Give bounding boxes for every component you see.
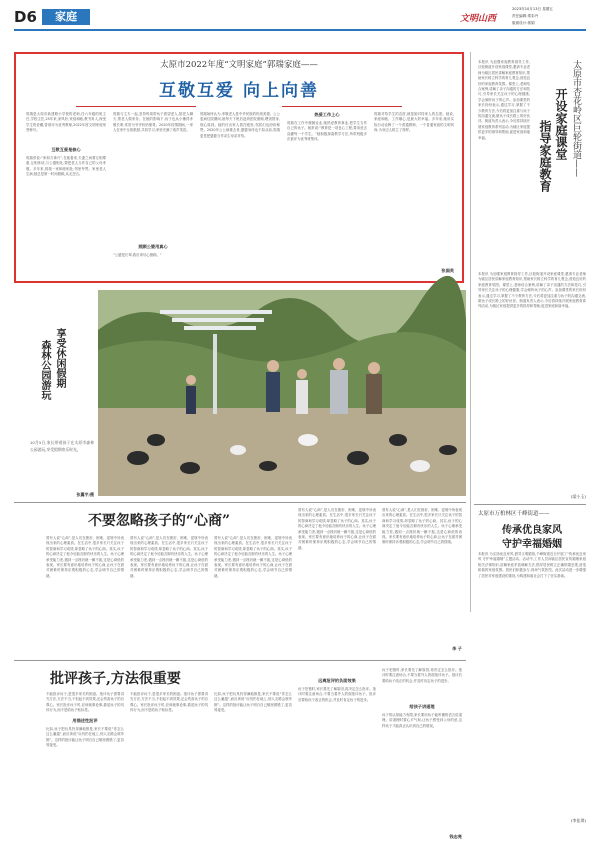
eq-body-col2: 曾有人说“心商”,是人们在挫折、困难、逆境中所表现出来的心理素质。在生活中,很多家长只关注孩子的智商和学习成绩,却忽略了孩子的心商。其实,孩子的心商决定了他今后能否拥有快乐的人生。孩子心理承受能力差,遇到一点挫折就一蹶不振,这是心商低的表现。家长要有意识地培养孩子的心商,让孩子在面对困难时保持乐观积极的心态,学会调节自己的情绪。 [130,536,208,578]
featured-subhead-3: 热爱工作上心 [314,112,340,117]
photo-byline: 张翼宇/摄 [76,492,94,497]
featured-lead: 郭瑞是太原市新建路小学校的老师,任六年级的班主任,学校主任,25年来,家风好,家庭和睦,教书育人,深受学生的爱戴,曾被评为优秀教师,2022年度文明家庭荣誉称号。 [26,112,106,133]
criticism-subhead-2: 远离批评的负面效果 [318,678,356,683]
eq-top-rule [14,502,466,503]
editor-line: 责任编辑:郑彩丹 [512,14,539,18]
featured-body-5: 郭瑞对待学生的态度,就是她对待家人的态度。她说,家庭和睦、工作顺心,是最大的幸福。多年来,她用实际行动诠释了一个普通教师、一个普通家庭的文明风尚,为身边人树立了榜样。 [374,112,454,133]
featured-body-2: 郭瑞与丈夫一起,坚持每周带孩子看望老人,陪老人聊天,帮老人做家务。在她的影响下,孩子也从小懂得孝敬长辈,常常为爷爷奶奶捶背。2020年疫情期间,一家人在家中互相鼓励,共同学习,家里充满了欢声笑语。 [113,112,193,133]
eq-body-col1: 曾有人说“心商”,是人们在挫折、困难、逆境中所表现出来的心理素质。在生活中,很多家长只关注孩子的智商和学习成绩,却忽略了孩子的心商。其实,孩子的心商决定了他今后能否拥有快乐的人生。孩子心理承受能力差,遇到一点挫折就一蹶不振,这是心商低的表现。家长要有意识地培养孩子的心商,让孩子在面对困难时保持乐观积极的心态,学会调节自己的情绪。 [46,536,124,578]
eq-body-col3: 曾有人说“心商”,是人们在挫折、困难、逆境中所表现出来的心理素质。在生活中,很多家长只关注孩子的智商和学习成绩,却忽略了孩子的心商。其实,孩子的心商决定了他今后能否拥有快乐的人生。孩子心理承受能力差,遇到一点挫折就一蹶不振,这是心商低的表现。家长要有意识地培养孩子的心商,让孩子在面对困难时保持乐观积极的心态,学会调节自己的情绪。 [214,536,292,578]
logo: 文明山西 [460,14,497,24]
side-title-a: 开设家庭课堂 [554,88,568,160]
criticism-body-col2: 不能批评孩子,是很多家长的困惑。批评孩子需要讲究方法,方法不当,不但起不到效果,还会伤害孩子的自尊心。家长批评孩子时,应该就事论事,描述孩子的具体行为,而不是给孩子贴标签。 [130,692,208,713]
featured-subhead-1: 互敬互爱是核心 [51,147,81,152]
side-title-b: 指导家庭教育 [538,120,552,192]
featured-kicker: 太原市2022年度“文明家庭”郭瑞家庭—— [160,60,318,70]
headline-rule-left [76,106,196,107]
eq-body-col4: 曾有人说“心商”,是人们在挫折、困难、逆境中所表现出来的心理素质。在生活中,很多家长只关注孩子的智商和学习成绩,却忽略了孩子的心商。其实,孩子的心商决定了他今后能否拥有快乐的人生。孩子心理承受能力差,遇到一点挫折就一蹶不振,这是心商低的表现。家长要有意识地培养孩子的心商,让孩子在面对困难时保持乐观积极的心态,学会调节自己的情绪。 [298,508,376,550]
marriage-body: 本报讯 为弘扬优良家风,倡导文明婚俗,千峰街道近日开展了“传承优良家风 守护幸福婚姻”主题活动。活动中,工作人员向辖区居民宣传婚姻家庭相关法律知识,讲解家庭矛盾调解方法,倡导居民树立正确的婚恋观,营造和谐的家庭氛围。居民们积极参与,现场气氛热烈。此次活动进一步增强了居民对家庭建设的重视,为构建和谐社会打下了坚实基础。 [478,552,586,578]
criticism-subhead-1: 用描述性批评 [72,718,98,723]
criticism-body-3: 孩子犯错时,家长要先了解原因,再决定怎么批评。批评时要注意场合,不要当着外人的面批评孩子。批评后要给孩子改正的机会,并及时肯定孩子的进步。 [298,687,376,702]
featured-body-3: 郭瑞始终认为,孝敬老人是中华民族的传统美德。公公患病住院期间,她每天下班后赶到医院照顾,喂饭擦身,细心周到。她的付出家人看在眼里,邻居们也纷纷称赞。2020年公公病重去世,婆婆身体也不如从前,郭瑞更是把婆婆当作亲生母亲对待。 [200,112,280,138]
featured-article-box [14,52,464,283]
photo-title-b: 森林公园游玩 [39,340,50,400]
criticism-byline: 钱志亮 [449,834,462,839]
column-divider [470,52,471,612]
marriage-top-rule [474,504,586,505]
featured-subhead-2: 照顾公婆用真心 [138,244,168,249]
criticism-subhead-3: 给孩子讲道理 [409,704,435,709]
eq-byline: 李 子 [452,646,462,651]
featured-byline: 张国英 [441,268,454,273]
criticism-body-2: 比如,孩子把玩具扔得满地都是,家长不要说“你怎么这么邋遢”,而应该说“玩具扔在地上,别人走路会被绊倒”。这样的批评能让孩子明白自己哪里做错了,更容易接受。 [46,727,124,748]
criticism-top-rule [14,660,466,661]
featured-headline: 互敬互爱 向上向善 [159,81,319,101]
featured-body-1: 郭瑞常说:“家和万事兴”,在她看来,夫妻之间要互相尊重,互相体谅,与公婆相处,要把老人当作自己的父母孝敬。多年来,郭瑞一家和睦相处,邻里夸赞。家里老人生病,她总是第一时间照顾,从无怨言。 [26,156,106,177]
park-photo [98,290,466,496]
marriage-headline-b: 守护幸福婚姻 [502,539,562,550]
side-dateline: 太原市杏花岭区巨轮街道—— [571,60,581,177]
date-line: 2023年10月13日 星期五 [512,7,553,11]
criticism-body-col3: 比如,孩子把玩具扔得满地都是,家长不要说“你怎么这么邋遢”,而应该说“玩具扔在地上,别人走路会被绊倒”。这样的批评能让孩子明白自己哪里做错了,更容易接受。 [214,692,292,713]
criticism-headline: 批评孩子,方法很重要 [50,671,181,687]
photo-title-a: 享受休闲假期 [54,328,65,388]
featured-quote-2: “公婆是长辈,我应该尽心照顾。” [113,253,162,257]
designer-line: 版面设计:郭娟 [512,21,535,25]
eq-headline: 不要忽略孩子的“心商” [87,513,231,529]
side-body: 本报讯 为加强家庭教育指导工作,巨轮街道开设家庭课堂,邀请专业老师为辖区居民讲解家庭教育知识,帮助家长树立科学的育儿观念,营造良好的家庭教育氛围。课堂上,老师结合案例,讲解了亲子沟通的方法和技巧,引导家长关注孩子的心理健康,学会倾听孩子的心声。参加课堂的家长纷纷表示,通过学习,掌握了不少教育方法,今后将更加注重与孩子的沟通交流,做孩子成长路上的好伙伴。街道负责人表示,今后将持续开展家庭教育系列活动,为辖区家庭提供更多的指导和帮助,促进家庭和谐幸福。 [478,60,530,140]
marriage-byline: (李佳琪) [570,818,586,823]
marriage-headline-a: 传承优良家风 [502,525,562,536]
masthead-rule [14,29,586,31]
photo-caption: 10月5日,家长带着孩子在太原市森林公园游玩,享受假期欢乐时光。 [30,440,94,452]
headline-rule-right [282,106,402,107]
side-byline: (梁小玉) [570,494,586,499]
featured-body-4: 郭瑞在工作中兢兢业业,她热爱教育事业,把学生当作自己的孩子。她常说:“教育是一项良心工程,要用爱去浇灌每一个学生。”她积极探索教学方法,所带班级多次被评为优秀班集体。 [287,121,367,142]
criticism-body-1: 不能批评孩子,是很多家长的困惑。批评孩子需要讲究方法,方法不当,不但起不到效果,还会伤害孩子的自尊心。家长批评孩子时,应该就事论事,描述孩子的具体行为,而不是给孩子贴标签。 [46,692,124,713]
criticism-body-4a: 孩子犯错时,家长要先了解原因,再决定怎么批评。批评时要注意场合,不要当着外人的面批评孩子。批评后要给孩子改正的机会,并及时肯定孩子的进步。 [382,668,462,683]
criticism-body-4: 孩子的认知能力有限,家长要用孩子能听懂的语言讲道理。讲道理时要心平气和,让孩子感受到父母的爱,这样孩子才能真正认识到自己的错误。 [382,713,462,728]
section-label: 家庭 [42,9,90,25]
eq-body-col5: 曾有人说“心商”,是人们在挫折、困难、逆境中所表现出来的心理素质。在生活中,很多家长只关注孩子的智商和学习成绩,却忽略了孩子的心商。其实,孩子的心商决定了他今后能否拥有快乐的人生。孩子心理承受能力差,遇到一点挫折就一蹶不振,这是心商低的表现。家长要有意识地培养孩子的心商,让孩子在面对困难时保持乐观积极的心态,学会调节自己的情绪。 [382,508,462,545]
side-body-cont: 本报讯 为加强家庭教育指导工作,巨轮街道开设家庭课堂,邀请专业老师为辖区居民讲解家庭教育知识,帮助家长树立科学的育儿观念,营造良好的家庭教育氛围。课堂上,老师结合案例,讲解了亲子沟通的方法和技巧,引导家长关注孩子的心理健康,学会倾听孩子的心声。参加课堂的家长纷纷表示,通过学习,掌握了不少教育方法,今后将更加注重与孩子的沟通交流,做孩子成长路上的好伙伴。街道负责人表示,今后将持续开展家庭教育系列活动,为辖区家庭提供更多的指导和帮助,促进家庭和谐幸福。 [478,272,586,309]
page-number: D6 [14,8,37,26]
marriage-dateline: 太原市万柏林区千峰街道—— [478,511,550,517]
